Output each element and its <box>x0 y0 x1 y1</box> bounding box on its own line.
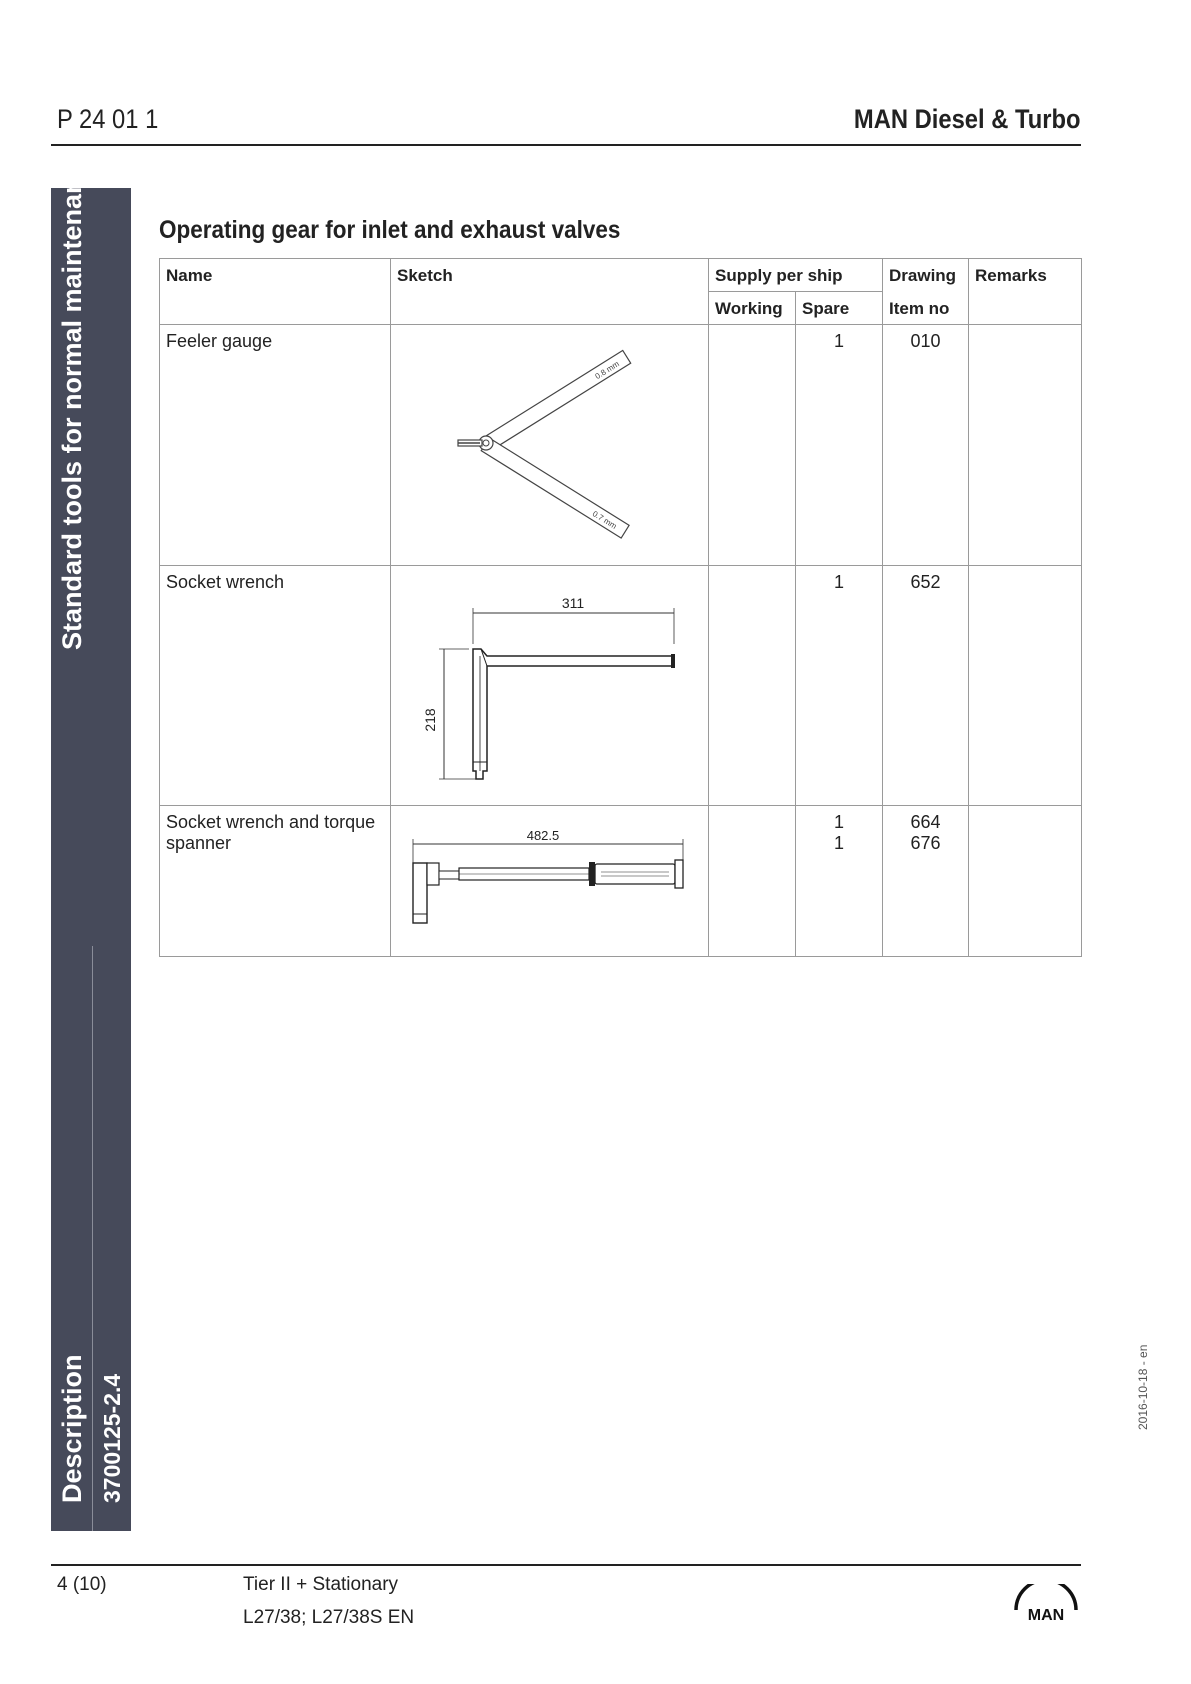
feeler-gauge-sketch <box>391 325 709 566</box>
header-name: Name <box>160 259 391 325</box>
sidebar-divider <box>92 946 93 1531</box>
socket-wrench-sketch <box>391 566 709 806</box>
working-qty <box>709 566 796 806</box>
blade-top-label: 0.8 mm <box>593 359 621 382</box>
tools-table <box>159 258 1082 957</box>
spare-qty: 1 1 <box>796 806 883 957</box>
table-row <box>160 325 1082 566</box>
header-working: Working <box>709 292 796 325</box>
remarks <box>969 566 1082 806</box>
tool-name: Socket wrench and torque spanner <box>160 806 391 957</box>
dimension-height-label: 218 <box>422 708 438 732</box>
header-item-no: Item no <box>883 292 969 325</box>
table-row <box>160 806 1082 957</box>
page-title: Operating gear for inlet and exhaust valves <box>159 216 621 244</box>
torque-spanner-sketch <box>391 806 709 957</box>
spare-qty: 1 <box>796 325 883 566</box>
logo-text: MAN <box>1027 1607 1065 1624</box>
header-remarks: Remarks <box>969 259 1082 325</box>
dimension-length-label: 311 <box>561 595 585 611</box>
dimension-length-label: 482.5 <box>526 828 560 843</box>
item-no: 652 <box>883 566 969 806</box>
blade-bottom-label: 0.7 mm <box>590 509 619 531</box>
header-drawing: Drawing <box>883 259 969 292</box>
footer-rule <box>51 1564 1081 1566</box>
footer-line-2: L27/38; L27/38S EN <box>243 1607 415 1628</box>
header-rule <box>51 144 1081 146</box>
header-sketch: Sketch <box>391 259 709 325</box>
date-stamp: 2016-10-18 - en <box>1136 1344 1150 1430</box>
working-qty <box>709 325 796 566</box>
man-logo <box>1012 1584 1080 1629</box>
spare-qty: 1 <box>796 566 883 806</box>
brand-name: MAN Diesel & Turbo <box>854 104 1081 134</box>
header-supply: Supply per ship <box>709 259 883 292</box>
item-no: 010 <box>883 325 969 566</box>
tool-name: Socket wrench <box>160 566 391 806</box>
tool-name: Feeler gauge <box>160 325 391 566</box>
working-qty <box>709 806 796 957</box>
remarks <box>969 325 1082 566</box>
item-no: 664 676 <box>883 806 969 957</box>
page-number: 4 (10) <box>57 1574 107 1595</box>
doc-code: P 24 01 1 <box>57 104 159 134</box>
header-spare: Spare <box>796 292 883 325</box>
sidebar-doc-type: Description <box>57 1354 87 1503</box>
footer-line-1: Tier II + Stationary <box>243 1574 399 1595</box>
remarks <box>969 806 1082 957</box>
sidebar-section-title: Standard tools for normal maintenance <box>57 147 87 650</box>
sidebar-doc-number: 3700125-2.4 <box>99 1373 125 1503</box>
table-row <box>160 566 1082 806</box>
